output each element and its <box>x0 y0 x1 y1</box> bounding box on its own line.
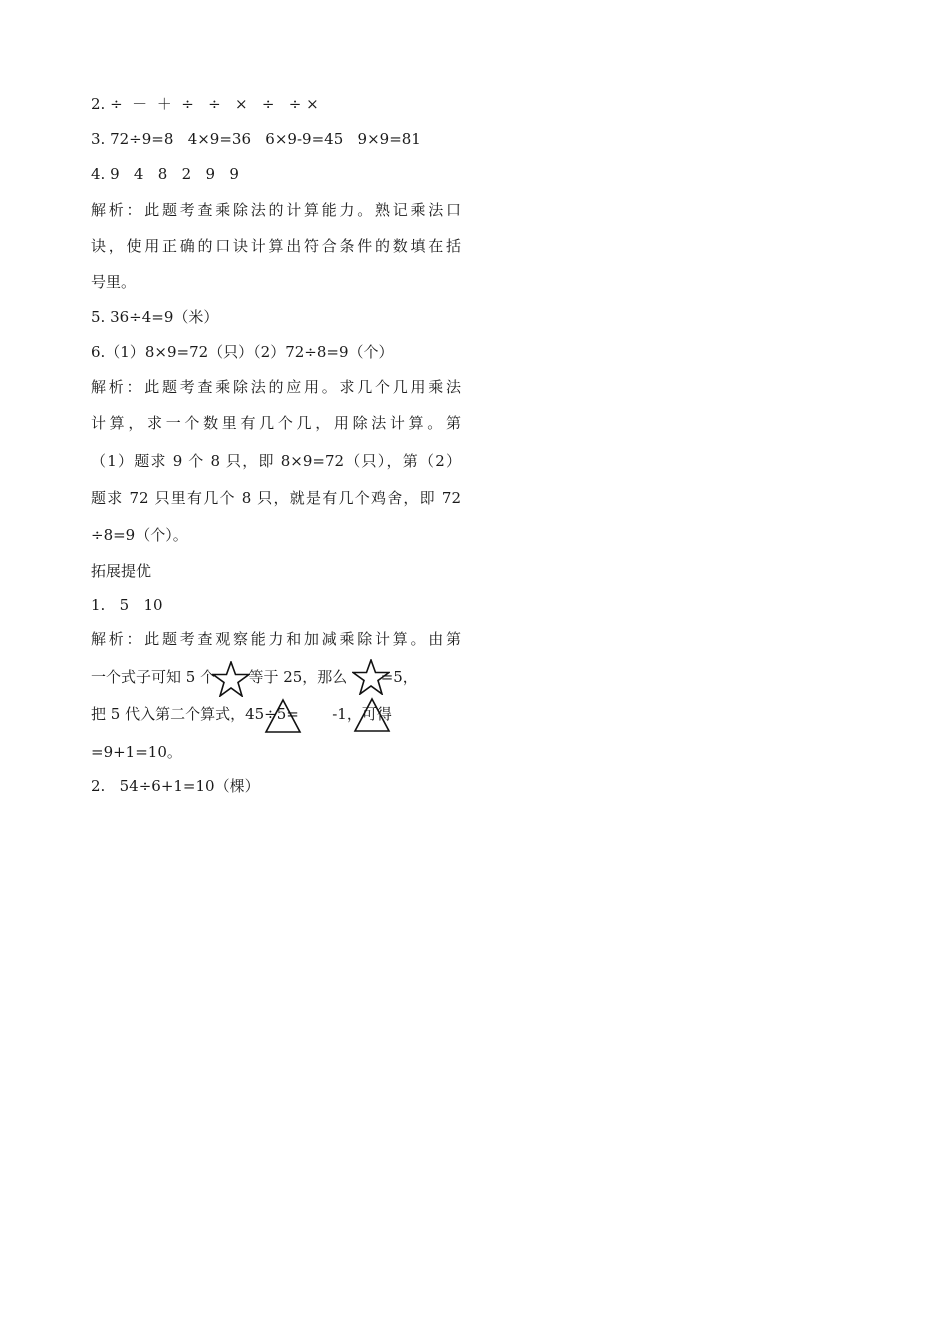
answer-line-2: 2. ÷ － ＋ ÷ ÷ × ÷ ÷ × <box>91 95 319 113</box>
analysis-line: 把 5 代入第二个算式，45÷5= -1，可得 <box>91 705 392 723</box>
analysis-line: 一个式子可知 5 个 等于 25，那么 =5， <box>91 668 418 686</box>
answer-line-5: 5. 36÷4=9（米） <box>91 308 219 326</box>
analysis-line: 诀，使用正确的口诀计算出符合条件的数填在括 <box>91 237 461 255</box>
analysis-line: 解析：此题考查乘除法的计算能力。熟记乘法口 <box>91 201 461 219</box>
analysis-line: （1）题求 9 个 8 只，即 8×9=72（只），第（2） <box>91 452 461 470</box>
analysis-line: 号里。 <box>91 273 137 291</box>
star-icon <box>212 661 250 697</box>
triangle-icon <box>264 698 302 734</box>
extension-answer-1: 1. 5 10 <box>91 596 163 614</box>
answer-line-4: 4. 9 4 8 2 9 9 <box>91 165 239 183</box>
analysis-line: =9+1=10。 <box>91 743 182 761</box>
analysis-line: 解析：此题考查乘除法的应用。求几个几用乘法 <box>91 378 461 396</box>
answer-line-3: 3. 72÷9=8 4×9=36 6×9-9=45 9×9=81 <box>91 130 421 148</box>
analysis-line: 计算，求一个数里有几个几，用除法计算。第 <box>91 414 461 432</box>
analysis-line: ÷8=9（个）。 <box>91 526 188 544</box>
extension-answer-2: 2. 54÷6+1=10（棵） <box>91 777 260 795</box>
answer-line-6: 6.（1）8×9=72（只）（2）72÷8=9（个） <box>91 343 394 361</box>
analysis-line: 题求 72 只里有几个 8 只，就是有几个鸡舍，即 72 <box>91 489 461 507</box>
triangle-icon <box>353 697 391 733</box>
section-heading: 拓展提优 <box>91 562 152 580</box>
star-icon <box>352 659 390 695</box>
analysis-line: 解析：此题考查观察能力和加减乘除计算。由第 <box>91 630 461 648</box>
